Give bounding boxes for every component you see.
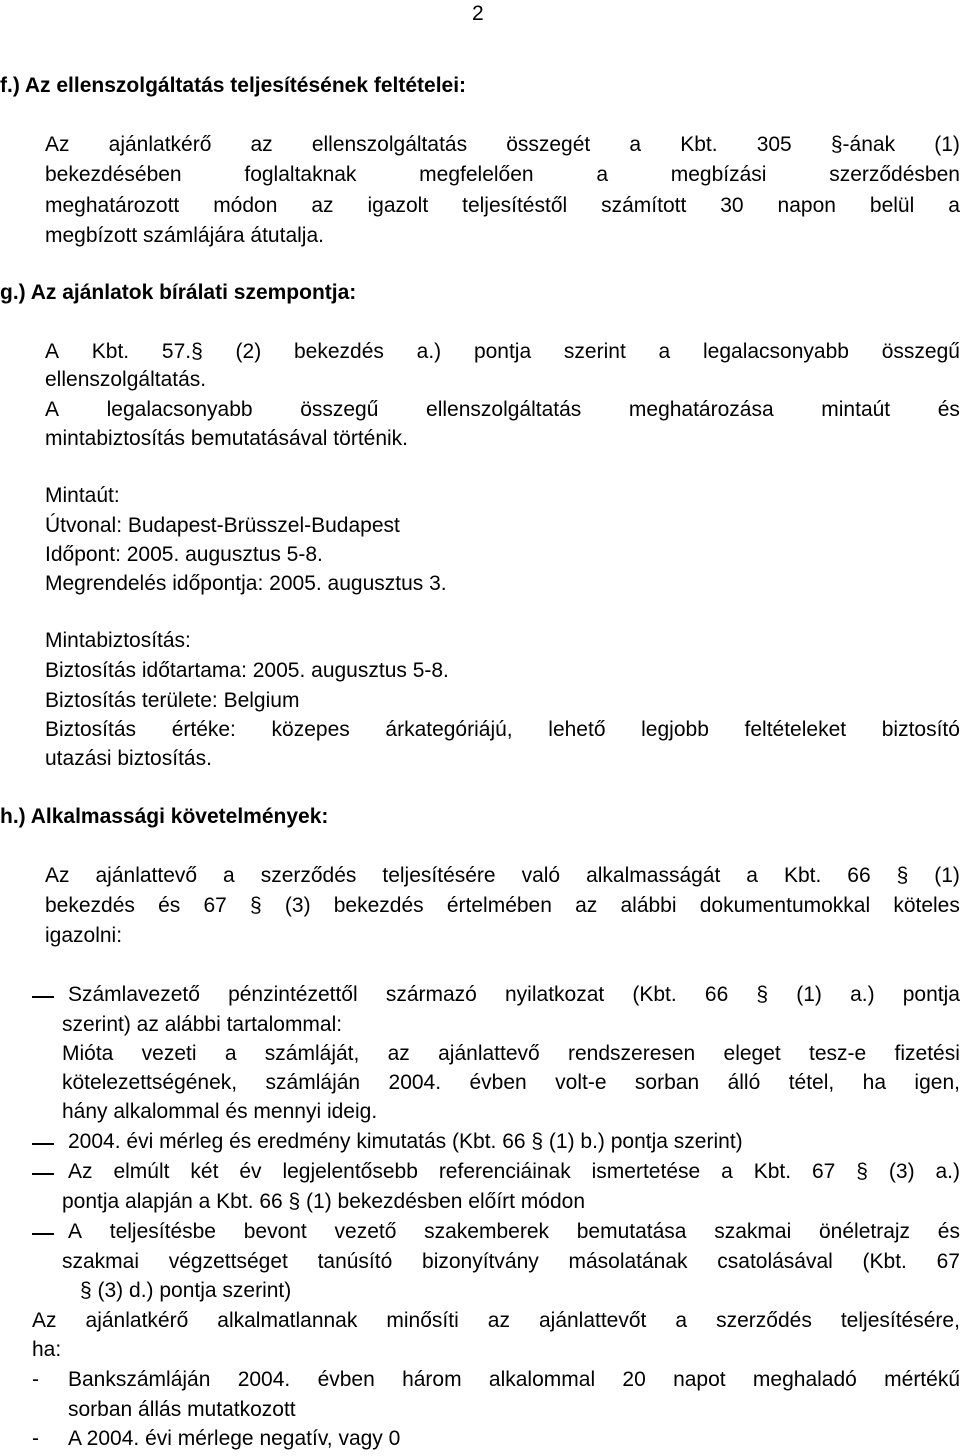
alkalmatlan-line-2: ha: bbox=[32, 1338, 62, 1361]
word: való bbox=[521, 864, 561, 887]
word: belül bbox=[869, 194, 915, 217]
word: szakmai bbox=[714, 1220, 792, 1243]
biztositas-terulet: Biztosítás területe: Belgium bbox=[45, 689, 300, 712]
section-g-line-3 bbox=[45, 396, 960, 424]
word: feltételeket bbox=[744, 718, 847, 741]
alkalmatlan-line-1 bbox=[32, 1307, 960, 1335]
word: a.) bbox=[850, 983, 875, 1006]
word: és bbox=[937, 1220, 960, 1243]
word: nyilatkozat bbox=[505, 983, 605, 1006]
word: szerződés bbox=[260, 864, 357, 887]
word: eleget bbox=[723, 1042, 781, 1065]
word: dokumentumokkal bbox=[699, 894, 871, 917]
bullet-3-line-2: pontja alapján a Kbt. 66 § (1) bekezdésben előírt módon bbox=[62, 1190, 586, 1213]
word: három bbox=[402, 1368, 462, 1391]
word: álló bbox=[727, 1071, 761, 1094]
word: Kbt. bbox=[91, 340, 130, 363]
word: 66 bbox=[704, 983, 729, 1006]
word: teljesítésbe bbox=[109, 1220, 216, 1243]
bullet-4-line-1 bbox=[68, 1218, 960, 1246]
word: mintaút bbox=[821, 398, 891, 421]
word: igen, bbox=[914, 1071, 960, 1094]
word: napon bbox=[777, 194, 836, 217]
word: értéke: bbox=[171, 718, 236, 741]
word: volt-e bbox=[555, 1071, 607, 1094]
word: kötelezettségének, bbox=[62, 1071, 238, 1094]
word: § bbox=[856, 1160, 868, 1183]
word: Bankszámláján bbox=[68, 1368, 211, 1391]
word: a bbox=[223, 864, 235, 887]
word: Kbt. bbox=[783, 864, 822, 887]
word: csatolásával bbox=[717, 1250, 833, 1273]
word: a bbox=[746, 864, 758, 887]
word: teljesítésére bbox=[382, 864, 496, 887]
word: Az bbox=[45, 133, 70, 156]
word: szakmai bbox=[62, 1250, 140, 1273]
word: bekezdés bbox=[293, 340, 384, 363]
bullet-1-line-5: hány alkalommal és mennyi ideig. bbox=[62, 1100, 378, 1123]
word: tanúsító bbox=[317, 1250, 393, 1273]
word: Biztosítás bbox=[45, 718, 137, 741]
mintabiztositas-label: Mintabiztosítás: bbox=[45, 629, 191, 652]
word: a bbox=[224, 1042, 237, 1065]
word: alkalommal bbox=[488, 1368, 596, 1391]
mintaut-order-date: Megrendelés időpontja: 2005. augusztus 3. bbox=[45, 572, 447, 595]
word: ajánlatkérő bbox=[108, 133, 212, 156]
word: szakemberek bbox=[424, 1220, 550, 1243]
word: (2) bbox=[235, 340, 262, 363]
word: Az bbox=[68, 1160, 93, 1183]
mintaut-label: Mintaút: bbox=[45, 484, 120, 507]
word: referenciáinak bbox=[438, 1160, 571, 1183]
word: Kbt. bbox=[680, 133, 718, 156]
word: 20 bbox=[622, 1368, 646, 1391]
word: Számlavezető bbox=[68, 983, 200, 1006]
section-h-line-2 bbox=[45, 892, 960, 920]
word: bekezdés bbox=[45, 894, 135, 917]
biztositas-ertek-line-2: utazási biztosítás. bbox=[45, 747, 212, 770]
word: végzettséget bbox=[168, 1250, 288, 1273]
word: Az bbox=[45, 864, 70, 887]
word: szerződés bbox=[716, 1309, 812, 1332]
word: ajánlatkérő bbox=[85, 1309, 189, 1332]
word: (Kbt. bbox=[862, 1250, 907, 1273]
word: év bbox=[239, 1160, 262, 1183]
word: vezeti bbox=[141, 1042, 197, 1065]
dash-marker: - bbox=[32, 1427, 39, 1450]
bullet-1-line-2: szerint) az alábbi tartalommal: bbox=[62, 1013, 343, 1036]
section-h-line-1 bbox=[45, 862, 960, 890]
word: szerint bbox=[563, 340, 626, 363]
word: vezető bbox=[334, 1220, 397, 1243]
word: meghaladó bbox=[752, 1368, 857, 1391]
section-f-line-2 bbox=[45, 161, 960, 189]
word: A bbox=[68, 1220, 83, 1243]
section-g-heading: g.) Az ajánlatok bírálati szempontja: bbox=[0, 281, 357, 304]
page-number: 2 bbox=[472, 2, 484, 25]
word: lehető bbox=[548, 718, 606, 741]
word: § bbox=[896, 864, 909, 887]
mintaut-date: Időpont: 2005. augusztus 5-8. bbox=[45, 543, 323, 566]
word: a bbox=[675, 1309, 688, 1332]
mintaut-route: Útvonal: Budapest-Brüsszel-Budapest bbox=[45, 514, 400, 537]
word: § bbox=[756, 983, 769, 1006]
section-f-heading: f.) Az ellenszolgáltatás teljesítésének feltételei: bbox=[0, 74, 467, 97]
word: értelmében bbox=[446, 894, 552, 917]
dash-1-line-2: sorban állás mutatkozott bbox=[68, 1398, 296, 1421]
word: köteles bbox=[893, 894, 960, 917]
word: tesz-e bbox=[809, 1042, 867, 1065]
word: fizetési bbox=[894, 1042, 960, 1065]
biztositas-idotartam: Biztosítás időtartama: 2005. augusztus 5-8. bbox=[45, 659, 449, 682]
word: az bbox=[575, 894, 598, 917]
word: legjelentősebb bbox=[282, 1160, 418, 1183]
bullet-1-line-4 bbox=[62, 1069, 960, 1097]
word: összegű bbox=[300, 398, 379, 421]
word: megbízási bbox=[670, 163, 767, 186]
word: legjobb bbox=[641, 718, 709, 741]
word: bevont bbox=[243, 1220, 307, 1243]
word: meghatározása bbox=[628, 398, 774, 421]
word: Mióta bbox=[62, 1042, 114, 1065]
word: alkalmatlannak bbox=[217, 1309, 358, 1332]
word: alkalmasságát bbox=[586, 864, 721, 887]
bullet-dash-icon bbox=[32, 1233, 54, 1235]
word: a bbox=[596, 163, 609, 186]
word: közepes bbox=[271, 718, 350, 741]
bullet-dash-icon bbox=[32, 996, 54, 998]
word: minősíti bbox=[386, 1309, 459, 1332]
word: pénzintézettől bbox=[228, 983, 358, 1006]
section-g-line-1 bbox=[45, 338, 960, 366]
word: és bbox=[158, 894, 181, 917]
word: 2004. bbox=[388, 1071, 442, 1094]
word: a bbox=[948, 194, 960, 217]
word: pontja bbox=[902, 983, 960, 1006]
word: 57.§ bbox=[161, 340, 203, 363]
word: másolatának bbox=[568, 1250, 688, 1273]
word: meghatározott bbox=[45, 194, 180, 217]
bullet-1-line-1 bbox=[68, 981, 960, 1009]
word: a bbox=[658, 340, 671, 363]
section-f-line-3 bbox=[45, 192, 960, 220]
word: 67 bbox=[812, 1160, 836, 1183]
section-g-line-4: mintabiztosítás bemutatásával történik. bbox=[45, 427, 409, 450]
word: származó bbox=[385, 983, 477, 1006]
dash-2-line: A 2004. évi mérlege negatív, vagy 0 bbox=[68, 1427, 401, 1450]
word: (3) bbox=[284, 894, 311, 917]
word: számláját, bbox=[264, 1042, 360, 1065]
word: évben bbox=[317, 1368, 375, 1391]
bullet-4-line-3: § (3) d.) pontja szerint) bbox=[80, 1279, 292, 1302]
word: (1) bbox=[796, 983, 822, 1006]
word: biztosító bbox=[881, 718, 960, 741]
word: Kbt. bbox=[753, 1160, 792, 1183]
word: önéletrajz bbox=[819, 1220, 911, 1243]
word: §-ának bbox=[830, 133, 896, 156]
bullet-4-line-2 bbox=[62, 1248, 960, 1276]
word: az bbox=[387, 1042, 410, 1065]
word: foglaltaknak bbox=[244, 163, 357, 186]
section-f-line-4: megbízott számlájára átutalja. bbox=[45, 224, 324, 247]
word: pontja bbox=[473, 340, 532, 363]
word: árkategóriájú, bbox=[385, 718, 513, 741]
word: igazolt bbox=[367, 194, 429, 217]
word: Az bbox=[32, 1309, 57, 1332]
bullet-1-line-3 bbox=[62, 1040, 960, 1068]
word: ellenszolgáltatás bbox=[426, 398, 582, 421]
word: elmúlt bbox=[113, 1160, 170, 1183]
section-f-line-1 bbox=[45, 131, 960, 159]
bullet-dash-icon bbox=[32, 1173, 54, 1175]
word: legalacsonyabb bbox=[106, 398, 253, 421]
word: bekezdés bbox=[333, 894, 424, 917]
word: bemutatása bbox=[576, 1220, 687, 1243]
word: 305 bbox=[756, 133, 792, 156]
word: § bbox=[250, 894, 262, 917]
word: számláján bbox=[265, 1071, 361, 1094]
word: 67 bbox=[203, 894, 227, 917]
word: számított bbox=[601, 194, 687, 217]
word: összegű bbox=[881, 340, 960, 363]
word: teljesítésére, bbox=[840, 1309, 960, 1332]
word: összegét bbox=[506, 133, 591, 156]
word: az bbox=[250, 133, 273, 156]
word: két bbox=[190, 1160, 219, 1183]
word: teljesítéstől bbox=[462, 194, 568, 217]
word: sorban bbox=[634, 1071, 700, 1094]
word: ismertetése bbox=[591, 1160, 701, 1183]
word: A bbox=[45, 398, 60, 421]
word: szerződésben bbox=[829, 163, 960, 186]
word: 66 bbox=[847, 864, 871, 887]
word: tétel, bbox=[788, 1071, 835, 1094]
word: az bbox=[311, 194, 334, 217]
word: megfelelően bbox=[419, 163, 534, 186]
word: és bbox=[937, 398, 960, 421]
word: A bbox=[45, 340, 60, 363]
bullet-3-line-1 bbox=[68, 1158, 960, 1186]
biztositas-ertek-line-1 bbox=[45, 716, 960, 744]
word: bekezdésében bbox=[45, 163, 182, 186]
bullet-2-line: 2004. évi mérleg és eredmény kimutatás (Kbt. 66 § (1) b.) pontja szerint) bbox=[68, 1130, 743, 1153]
word: ajánlattevő bbox=[95, 864, 198, 887]
word: ellenszolgáltatás bbox=[311, 133, 468, 156]
section-h-line-3: igazolni: bbox=[45, 924, 123, 947]
word: évben bbox=[469, 1071, 527, 1094]
word: ha bbox=[862, 1071, 886, 1094]
word: mértékű bbox=[884, 1368, 960, 1391]
word: az bbox=[487, 1309, 510, 1332]
word: (1) bbox=[934, 133, 960, 156]
word: ajánlattevő bbox=[438, 1042, 540, 1065]
word: a.) bbox=[935, 1160, 960, 1183]
dash-1-line-1 bbox=[68, 1366, 960, 1394]
word: alábbi bbox=[620, 894, 677, 917]
word: 67 bbox=[936, 1250, 960, 1273]
word: rendszeresen bbox=[567, 1042, 696, 1065]
word: (1) bbox=[934, 864, 960, 887]
word: 30 bbox=[720, 194, 744, 217]
word: ajánlattevőt bbox=[538, 1309, 647, 1332]
word: a bbox=[721, 1160, 733, 1183]
word: bizonyítvány bbox=[422, 1250, 539, 1273]
word: (3) bbox=[888, 1160, 915, 1183]
word: a.) bbox=[416, 340, 442, 363]
dash-marker: - bbox=[32, 1368, 39, 1391]
section-g-line-2: ellenszolgáltatás. bbox=[45, 368, 207, 391]
word: 2004. bbox=[237, 1368, 291, 1391]
word: módon bbox=[213, 194, 278, 217]
bullet-dash-icon bbox=[32, 1143, 54, 1145]
word: legalacsonyabb bbox=[703, 340, 849, 363]
section-h-heading: h.) Alkalmassági követelmények: bbox=[0, 805, 329, 828]
word: a bbox=[629, 133, 642, 156]
word: (Kbt. bbox=[632, 983, 677, 1006]
word: napot bbox=[673, 1368, 726, 1391]
